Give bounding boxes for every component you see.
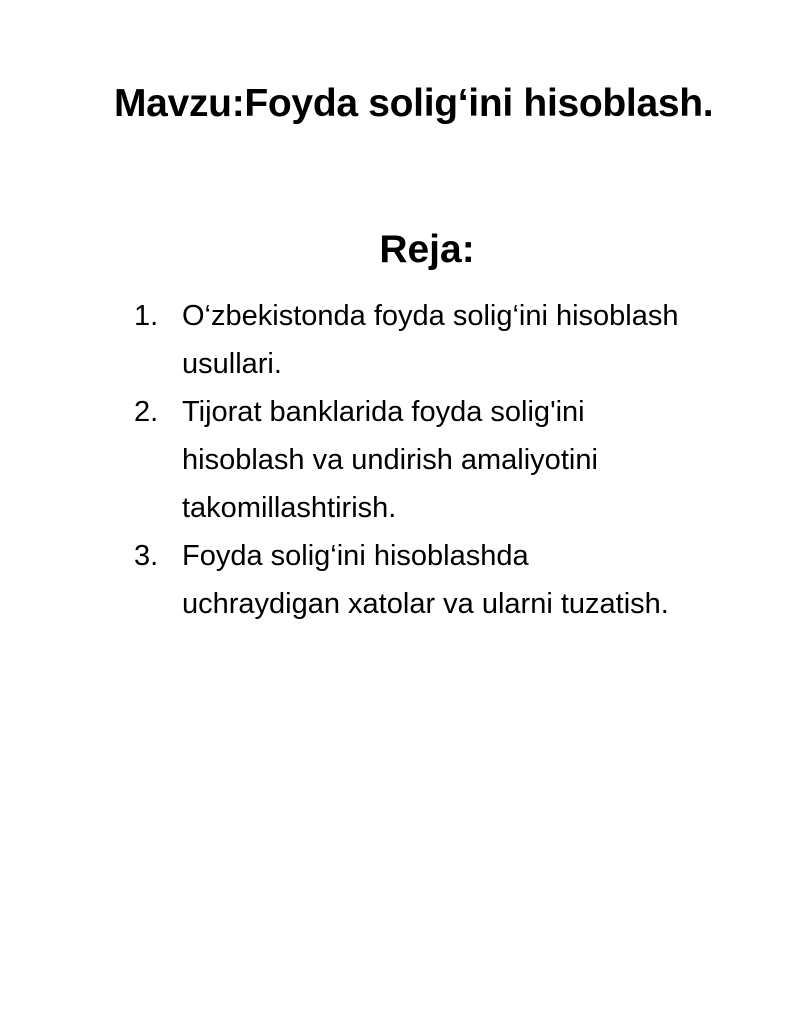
plan-item-number: 3. xyxy=(134,540,159,572)
plan-item-2 xyxy=(134,388,694,532)
plan-heading: Reja: xyxy=(379,228,475,271)
plan-item-text: Foyda solig‘ini hisoblashda uchraydigan xatolar va ularni tuzatish. xyxy=(182,540,669,620)
plan-item-number: 2. xyxy=(134,396,159,428)
plan-item-number: 1. xyxy=(134,300,159,332)
plan-item-text: O‘zbekistonda foyda solig‘ini hisoblash usullari. xyxy=(182,300,679,380)
plan-list xyxy=(134,292,694,628)
document-title: Mavzu:Foyda solig‘ini hisoblash. xyxy=(114,82,714,125)
plan-item-text: Tijorat banklarida foyda solig'ini hisoblash va undirish amaliyotini takomillashtirish. xyxy=(182,396,598,524)
plan-item-3 xyxy=(134,532,694,628)
plan-item-1 xyxy=(134,292,694,388)
